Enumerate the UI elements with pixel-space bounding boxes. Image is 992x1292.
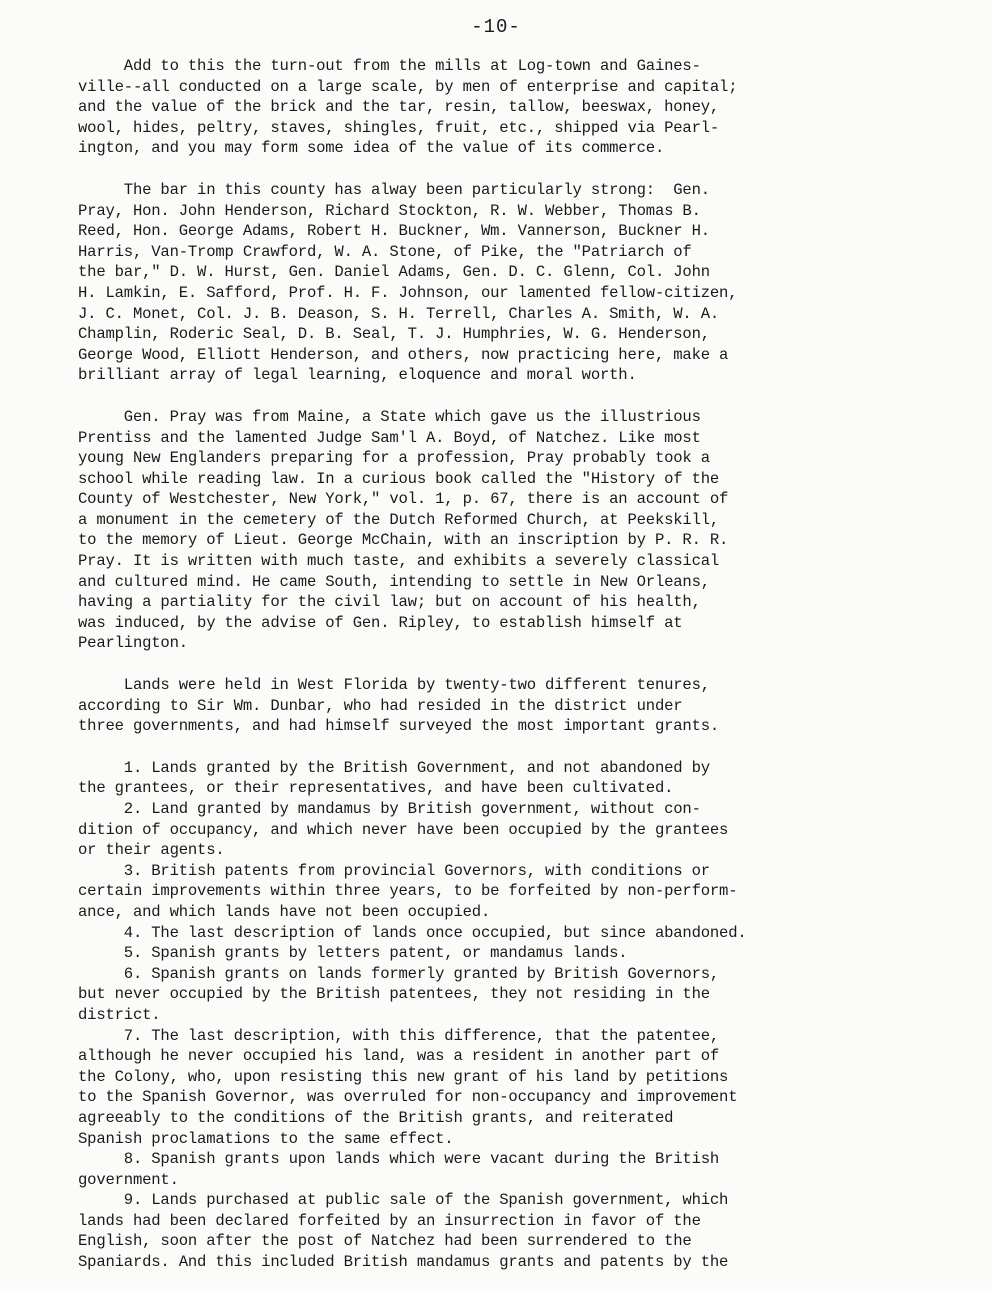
text-line: the Colony, who, upon resisting this new grant of his land by petitions (78, 1067, 729, 1086)
page-number: -10- (471, 16, 521, 38)
text-line: and cultured mind. He came South, intending to settle in New Orleans, (78, 572, 710, 591)
text-line: but never occupied by the British patentees, they not residing in the (78, 985, 710, 1004)
paragraph (78, 407, 962, 654)
text-line: to the memory of Lieut. George McChain, with an inscription by P. R. R. (78, 531, 729, 550)
text-line: 6. Spanish grants on lands formerly granted by British Governors, (78, 964, 720, 983)
text-line: 1. Lands granted by the British Government, and not abandoned by (78, 758, 710, 777)
text-line: Gen. Pray was from Maine, a State which gave us the illustrious (78, 407, 701, 426)
text-line: district. (78, 1005, 161, 1024)
text-line: County of Westchester, New York," vol. 1, p. 67, there is an account of (78, 490, 729, 509)
text-line: English, soon after the post of Natchez had been surrendered to the (78, 1232, 692, 1251)
text-line: Add to this the turn-out from the mills at Log-town and Gaines- (78, 57, 701, 75)
text-line: the bar," D. W. Hurst, Gen. Daniel Adams, Gen. D. C. Glenn, Col. John (78, 263, 710, 282)
text-line: 5. Spanish grants by letters patent, or mandamus lands. (78, 944, 628, 963)
text-line: a monument in the cemetery of the Dutch Reformed Church, at Peekskill, (78, 510, 720, 529)
text-line: brilliant array of legal learning, eloquence and moral worth. (78, 366, 637, 385)
text-line: ville--all conducted on a large scale, by men of enterprise and capital; (78, 77, 738, 96)
text-line: Reed, Hon. George Adams, Robert H. Buckner, Wm. Vannerson, Buckner H. (78, 222, 710, 241)
paragraph (78, 180, 962, 386)
text-line: George Wood, Elliott Henderson, and others, now practicing here, make a (78, 345, 729, 364)
tenure-list (78, 758, 962, 1273)
text-line: 3. British patents from provincial Governors, with conditions or (78, 861, 710, 880)
text-line: ance, and which lands have not been occupied. (78, 902, 491, 921)
text-line: was induced, by the advise of Gen. Ripley, to establish himself at (78, 613, 683, 632)
text-line: dition of occupancy, and which never have been occupied by the grantees (78, 820, 729, 839)
text-line: Harris, Van-Tromp Crawford, W. A. Stone, of Pike, the "Patriarch of (78, 242, 692, 261)
text-line: Spaniards. And this included British mandamus grants and patents by the (78, 1253, 729, 1272)
document-body (78, 56, 962, 1273)
text-line: government. (78, 1170, 179, 1189)
text-line: 7. The last description, with this difference, that the patentee, (78, 1026, 720, 1045)
paragraph-gap (78, 654, 962, 675)
text-line: J. C. Monet, Col. J. B. Deason, S. H. Terrell, Charles A. Smith, W. A. (78, 304, 720, 323)
text-line: 4. The last description of lands once occupied, but since abandoned. (78, 923, 747, 942)
text-line: 2. Land granted by mandamus by British government, without con- (78, 800, 701, 818)
text-line: ington, and you may form some idea of the value of its commerce. (78, 139, 665, 158)
text-line: young New Englanders preparing for a profession, Pray probably took a (78, 449, 710, 468)
text-line: wool, hides, peltry, staves, shingles, fruit, etc., shipped via Pearl- (78, 118, 720, 137)
text-line: or their agents. (78, 841, 225, 860)
paragraph (78, 675, 962, 737)
text-line: H. Lamkin, E. Safford, Prof. H. F. Johnson, our lamented fellow-citizen, (78, 283, 738, 302)
text-line: lands had been declared forfeited by an insurrection in favor of the (78, 1211, 701, 1230)
text-line: Lands were held in West Florida by twenty-two different tenures, (78, 676, 710, 695)
text-line: and the value of the brick and the tar, resin, tallow, beeswax, honey, (78, 98, 720, 117)
text-line: agreeably to the conditions of the British grants, and reiterated (78, 1108, 674, 1127)
text-line: 8. Spanish grants upon lands which were vacant during the British (78, 1150, 720, 1169)
text-line: 9. Lands purchased at public sale of the Spanish government, which (78, 1191, 729, 1210)
text-line: Spanish proclamations to the same effect. (78, 1129, 454, 1148)
text-line: Prentiss and the lamented Judge Sam'l A. Boyd, of Natchez. Like most (78, 428, 701, 447)
paragraph-gap (78, 737, 962, 758)
text-line: Pray. It is written with much taste, and exhibits a severely classical (78, 552, 720, 571)
text-line: having a partiality for the civil law; but on account of his health, (78, 593, 701, 612)
text-line: the grantees, or their representatives, and have been cultivated. (78, 779, 674, 798)
text-line: certain improvements within three years, to be forfeited by non-perform- (78, 882, 738, 901)
text-line: Champlin, Roderic Seal, D. B. Seal, T. J. Humphries, W. G. Henderson, (78, 325, 710, 344)
text-line: three governments, and had himself surveyed the most important grants. (78, 717, 720, 736)
paragraph-gap (78, 159, 962, 180)
text-line: to the Spanish Governor, was overruled for non-occupancy and improvement (78, 1088, 738, 1107)
text-line: Pray, Hon. John Henderson, Richard Stockton, R. W. Webber, Thomas B. (78, 201, 701, 220)
paragraph (78, 56, 962, 159)
paragraph-gap (78, 386, 962, 407)
text-line: according to Sir Wm. Dunbar, who had resided in the district under (78, 696, 683, 715)
text-line: Pearlington. (78, 634, 188, 653)
text-line: school while reading law. In a curious book called the "History of the (78, 469, 720, 488)
text-line: although he never occupied his land, was a resident in another part of (78, 1047, 720, 1066)
text-line: The bar in this county has alway been particularly strong: Gen. (78, 180, 710, 199)
